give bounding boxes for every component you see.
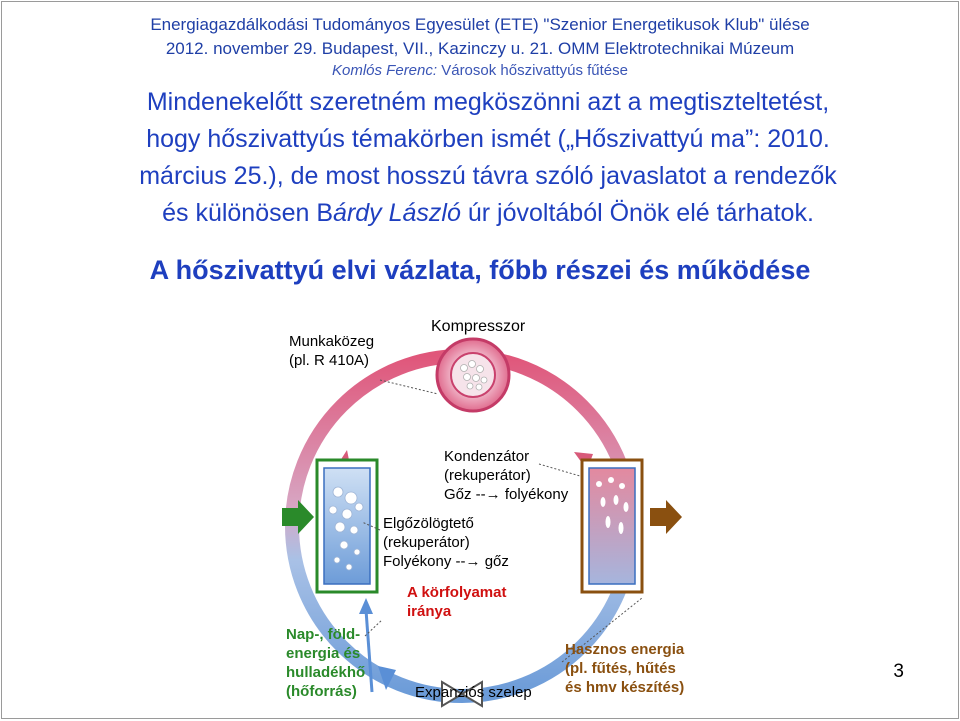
page-number: 3	[893, 661, 904, 682]
heat-pump-diagram	[2, 2, 959, 719]
flow-direction-arrow-line	[366, 610, 372, 692]
intro-line-3: március 25.), de most hosszú távra szóló javaslatot a rendezők	[139, 162, 837, 190]
label-heat-source-4: (hőforrás)	[286, 683, 357, 700]
header-venue: 2012. november 29. Budapest, VII., Kazinczy u. 21. OMM Elektrotechnikai Múzeum	[165, 39, 795, 58]
header-event: Energiagazdálkodási Tudományos Egyesület (ETE) "Szenior Energetikusok Klub" ülése	[150, 15, 810, 34]
label-cycle-direction: A körfolyamat	[407, 584, 507, 601]
label-condenser-type: (rekuperátor)	[444, 467, 531, 484]
flow-direction-arrow-icon	[359, 598, 373, 614]
label-evaporator: Elgőzölögtető	[383, 515, 474, 532]
intro-line-1: Mindenekelőtt szeretném megköszönni azt a megtiszteltetést,	[146, 88, 830, 116]
label-heat-source-2: energia és	[286, 645, 361, 662]
label-working-fluid: Munkaközeg	[289, 333, 375, 350]
label-compressor: Kompresszor	[431, 318, 526, 335]
label-expansion-valve: Expanziós szelep	[415, 684, 532, 701]
heat-out-arrow-icon	[650, 500, 682, 534]
label-useful-energy-3: és hmv készítés)	[565, 679, 685, 696]
label-useful-energy-1: Hasznos energia	[565, 641, 685, 658]
label-heat-source-3: hulladékhő	[286, 664, 366, 681]
evaporator	[317, 460, 377, 592]
label-cycle-direction-2: iránya	[407, 603, 452, 620]
intro-line-4a: és különösen B	[162, 199, 334, 227]
label-heat-source-1: Nap-, föld-	[286, 626, 361, 643]
header-author: Komlós Ferenc:	[332, 62, 438, 79]
header-topic: Városok hőszivattyús fűtése	[441, 62, 628, 79]
slide	[1, 1, 959, 719]
label-useful-energy-2: (pl. fűtés, hűtés	[565, 660, 676, 677]
condenser	[582, 460, 642, 592]
label-evaporator-type: (rekuperátor)	[383, 534, 470, 551]
compressor	[437, 339, 509, 411]
label-condenser: Kondenzátor	[444, 448, 530, 465]
diagram-title: A hőszivattyú elvi vázlata, főbb részei és működése	[149, 255, 811, 285]
label-working-fluid-example: (pl. R 410A)	[289, 352, 370, 369]
intro-name-italic: árdy László	[333, 199, 461, 227]
intro-line-2: hogy hőszivattyús témakörben ismét („Hőszivattyú ma”: 2010.	[146, 125, 830, 153]
label-evaporator-process: Folyékony --→ gőz	[383, 553, 509, 570]
label-condenser-process: Gőz --→ folyékony	[444, 486, 569, 503]
intro-line-4c: úr jóvoltából Önök elé tárhatok.	[460, 199, 814, 227]
